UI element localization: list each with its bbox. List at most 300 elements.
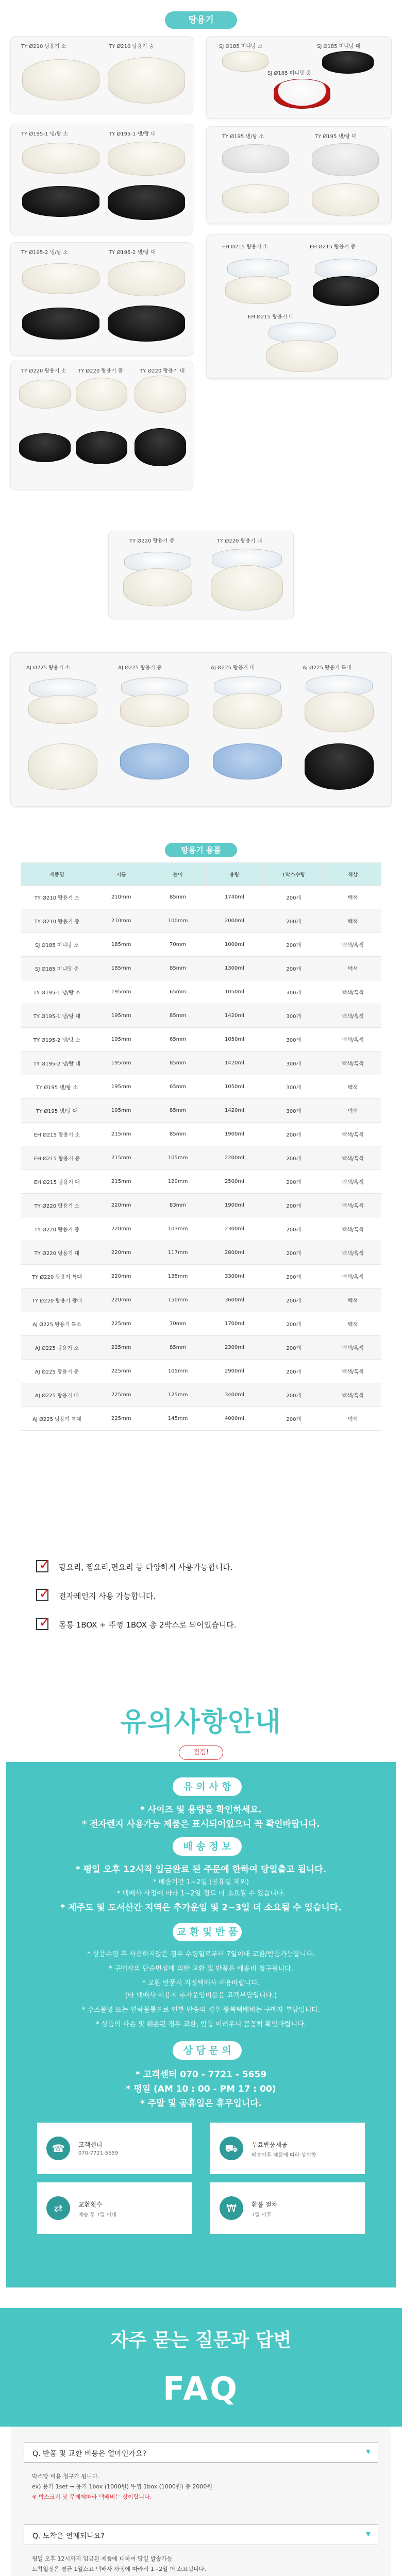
- table-cell: 65mm: [149, 1028, 206, 1052]
- table-cell: 105mm: [149, 1146, 206, 1170]
- table-cell: 85mm: [149, 886, 206, 909]
- product-caption: EH Ø215 탕용기 대: [248, 314, 294, 320]
- column-header: 높이: [149, 863, 206, 886]
- table-cell: AJ Ø225 탕용기 특대: [21, 1407, 93, 1431]
- table-cell: 300개: [263, 1052, 325, 1075]
- table-cell: 300개: [263, 1004, 325, 1028]
- table-cell: AJ Ø225 탕용기 중: [21, 1360, 93, 1383]
- product-image: [222, 184, 289, 213]
- product-image: [120, 694, 189, 727]
- product-image: [22, 308, 99, 340]
- table-row: [21, 1123, 381, 1146]
- notice-sub-badge: 점검!: [179, 1745, 223, 1760]
- product-caption: TY Ø195-2 냉/탕 소: [21, 250, 69, 256]
- table-cell: 3300ml: [206, 1265, 263, 1289]
- product-caption: AJ Ø225 탕용기 특대: [303, 665, 351, 671]
- table-cell: 85mm: [149, 1336, 206, 1360]
- product-image: [274, 79, 330, 109]
- cs-line: * 고객센터 070 - 7721 - 5659: [135, 2070, 267, 2080]
- product-image: [213, 693, 282, 729]
- table-row: [21, 1407, 381, 1431]
- table-cell: 85mm: [149, 1099, 206, 1123]
- exchange-icon: ⇄: [46, 2196, 70, 2220]
- product-caption: TY Ø210 탕용기 소: [21, 44, 66, 49]
- column-header: 1박스수량: [263, 863, 325, 886]
- table-cell: 1700ml: [206, 1312, 263, 1336]
- table-cell: 200개: [263, 1123, 325, 1146]
- delivery-line: * 제주도 및 도서산간 지역은 추가운임 및 2~3일 더 소요될 수 있습니다.: [60, 1903, 342, 1913]
- table-cell: 1420ml: [206, 1004, 263, 1028]
- product-caption: AJ Ø225 탕용기 소: [26, 665, 70, 671]
- answer-text: ※ 박스크기 및 무게에따라 택배비는 상이합니다.: [32, 2494, 152, 2500]
- product-caption: TY Ø195 냉/탕 대: [315, 134, 357, 140]
- product-gallery: [0, 36, 402, 840]
- table-row: [21, 1099, 381, 1123]
- table-cell: 1050ml: [206, 1028, 263, 1052]
- faq-heading: 자주 묻는 질문과 답변: [110, 2330, 292, 2351]
- table-cell: 117mm: [149, 1241, 206, 1265]
- delivery-line: * 택배사 사정에 따라 1~2일 정도 더 소요될 수 있습니다.: [116, 1890, 286, 1897]
- product-image: [225, 276, 291, 304]
- return-line: * 구매자의 단순변심에 의한 교환 및 반품은 배송비 청구됩니다.: [109, 1965, 293, 1973]
- table-cell: AJ Ø225 탕용기 대: [21, 1383, 93, 1407]
- info-title: 환불 절차: [252, 2201, 278, 2208]
- table-cell: TY Ø195 냉/탕 대: [21, 1099, 93, 1123]
- table-cell: 백색: [325, 1312, 381, 1336]
- table-cell: 백색/흑색: [325, 980, 381, 1004]
- feature-text: 몸통 1BOX + 뚜껑 1BOX 총 2박스로 되어있습니다.: [59, 1620, 237, 1630]
- table-cell: EH Ø215 탕용기 소: [21, 1123, 93, 1146]
- phone-icon: ☎: [46, 2137, 70, 2160]
- table-row: [21, 957, 381, 980]
- table-cell: 200개: [263, 1146, 325, 1170]
- product-card[interactable]: [10, 361, 193, 489]
- checkbox-icon: ✓: [36, 1618, 48, 1630]
- product-card[interactable]: [10, 124, 193, 234]
- usage-line: * 전자렌지 사용가능 제품은 표시되어있으니 꼭 확인바랍니다.: [82, 1819, 320, 1829]
- table-row: [21, 980, 381, 1004]
- table-cell: 3600ml: [206, 1289, 263, 1312]
- info-desc: 배송 후 7일 이내: [78, 2212, 116, 2218]
- product-image: [322, 51, 374, 74]
- delivery-line: * 평일 오후 12시직 입금완료 된 주문에 한하여 당일출고 됩니다.: [75, 1865, 327, 1875]
- table-cell: 1740ml: [206, 886, 263, 909]
- product-image: [305, 692, 374, 732]
- product-image: [28, 695, 97, 724]
- product-image: [22, 186, 99, 217]
- product-image: [19, 433, 71, 462]
- table-cell: TY Ø220 탕용기 왕대: [21, 1289, 93, 1312]
- table-cell: 200개: [263, 1407, 325, 1431]
- cs-line: * 평일 (AM 10 : 00 - PM 17 : 00): [126, 2084, 276, 2094]
- product-image: [211, 565, 283, 611]
- table-cell: 1900ml: [206, 1194, 263, 1217]
- column-header: 제품명: [21, 863, 93, 886]
- table-row: [21, 1289, 381, 1312]
- notice-panel: [6, 1762, 396, 2287]
- product-image: [108, 306, 185, 342]
- answer-text: 평일 오후 12시까지 입금된 제품에 대하여 당일 발송가능: [32, 2555, 173, 2562]
- table-cell: 200개: [263, 1360, 325, 1383]
- info-desc: 070-7721-5659: [78, 2150, 119, 2156]
- table-cell: 백색/흑색: [325, 1383, 381, 1407]
- table-cell: EH Ø215 탕용기 대: [21, 1170, 93, 1194]
- cs-pill: 상 담 문 의: [173, 2041, 242, 2060]
- product-image: [108, 185, 185, 220]
- table-cell: 145mm: [149, 1407, 206, 1431]
- table-cell: 2300ml: [206, 1336, 263, 1360]
- product-image: [266, 340, 338, 372]
- delivery-pill: 배 송 정 보: [173, 1837, 242, 1856]
- table-row: [21, 1265, 381, 1289]
- product-caption: TY Ø220 탕용기 중: [129, 538, 175, 544]
- list-item: [36, 1584, 366, 1613]
- checkbox-icon: ✓: [36, 1589, 48, 1601]
- table-cell: 200개: [263, 1289, 325, 1312]
- table-cell: 백색: [325, 957, 381, 980]
- refund-icon: ₩: [220, 2196, 243, 2220]
- faq-question[interactable]: [24, 2442, 378, 2463]
- table-cell: 백색/흑색: [325, 1004, 381, 1028]
- table-cell: 1420ml: [206, 1052, 263, 1075]
- table-cell: 1300ml: [206, 957, 263, 980]
- table-cell: 125mm: [149, 1383, 206, 1407]
- product-image: [76, 431, 127, 464]
- table-cell: 300개: [263, 1028, 325, 1052]
- table-cell: 185mm: [93, 933, 149, 957]
- table-row: [21, 1146, 381, 1170]
- product-image: [22, 143, 99, 174]
- table-row: [21, 1312, 381, 1336]
- table-cell: 200개: [263, 1383, 325, 1407]
- product-card[interactable]: [10, 242, 193, 355]
- table-cell: 3400ml: [206, 1383, 263, 1407]
- product-caption: TY Ø210 탕용기 중: [109, 44, 154, 49]
- faq-title: FAQ: [163, 2370, 239, 2408]
- table-cell: 200개: [263, 886, 325, 909]
- table-cell: 225mm: [93, 1336, 149, 1360]
- table-cell: 백색/흑색: [325, 1194, 381, 1217]
- table-cell: 1420ml: [206, 1099, 263, 1123]
- table-row: [21, 1170, 381, 1194]
- product-image: [22, 59, 99, 100]
- table-row: [21, 1028, 381, 1052]
- table-cell: 백색: [325, 1407, 381, 1431]
- chevron-down-icon: ▾: [365, 2446, 371, 2457]
- table-cell: 195mm: [93, 1099, 149, 1123]
- return-line: * 주소불명 또는 연락불통으로 인한 반송의 경우 왕복택배비는 구매자 부담입니다.: [81, 2006, 321, 2014]
- product-caption: EH Ø215 탕용기 소: [222, 244, 268, 250]
- info-desc: 7일 이후: [252, 2212, 272, 2218]
- table-cell: 70mm: [149, 1312, 206, 1336]
- info-title: 교환횟수: [78, 2201, 103, 2208]
- product-image: [222, 51, 269, 72]
- feature-text: 전자레인지 사용 가능합니다.: [59, 1591, 156, 1601]
- product-image: [19, 380, 71, 409]
- info-card: [210, 2123, 365, 2174]
- product-caption: TY Ø220 탕용기 중: [78, 368, 123, 374]
- table-cell: 195mm: [93, 1028, 149, 1052]
- table-cell: 200개: [263, 1312, 325, 1336]
- product-caption: TY Ø195 냉/탕 소: [222, 134, 264, 140]
- category-tab[interactable]: 탕용기: [165, 11, 237, 29]
- truck-icon: ⛟: [220, 2137, 243, 2160]
- product-image: [108, 142, 185, 176]
- table-row: [21, 1241, 381, 1265]
- column-header: 지름: [93, 863, 149, 886]
- product-caption: TY Ø220 탕용기 소: [21, 368, 66, 374]
- table-cell: 백색/흑색: [325, 1146, 381, 1170]
- table-cell: 백색/흑색: [325, 1360, 381, 1383]
- info-title: 무료반품제공: [252, 2141, 288, 2148]
- table-cell: 65mm: [149, 980, 206, 1004]
- checkbox-icon: ✓: [36, 1560, 48, 1572]
- table-cell: 1000ml: [206, 933, 263, 957]
- product-image: [76, 378, 127, 411]
- table-cell: 2900ml: [206, 1360, 263, 1383]
- table-cell: 103mm: [149, 1217, 206, 1241]
- table-body: [21, 886, 381, 1431]
- table-row: [21, 909, 381, 933]
- delivery-line: * 배송기간 1~2일 (공휴일 제외): [153, 1878, 249, 1886]
- question-text: Q. 도착은 언제되나요?: [32, 2532, 105, 2540]
- table-cell: 300개: [263, 980, 325, 1004]
- table-row: [21, 1004, 381, 1028]
- product-image: [108, 57, 185, 104]
- table-cell: 65mm: [149, 1075, 206, 1099]
- table-cell: 195mm: [93, 1052, 149, 1075]
- product-image: [135, 428, 186, 466]
- table-cell: TY Ø220 탕용기 대: [21, 1241, 93, 1265]
- table-cell: TY Ø220 탕용기 소: [21, 1194, 93, 1217]
- chevron-down-icon: ▾: [365, 2529, 371, 2539]
- feature-text: 탕요리, 찜요리,면요리 등 다양하게 사용가능합니다.: [59, 1563, 233, 1572]
- product-image: [305, 743, 374, 790]
- info-title: 고객센터: [78, 2141, 103, 2148]
- table-cell: 215mm: [93, 1123, 149, 1146]
- usage-pill: 유 의 사 항: [173, 1777, 242, 1796]
- table-cell: 4000ml: [206, 1407, 263, 1431]
- section-heading: 탕용기 용품: [165, 843, 237, 857]
- info-card: [37, 2182, 192, 2234]
- product-caption: SJ Ø185 미니탕 중: [267, 71, 311, 76]
- product-image: [28, 743, 97, 790]
- table-cell: 백색: [325, 1099, 381, 1123]
- usage-line: * 사이즈 및 용량을 확인하세요.: [140, 1805, 262, 1815]
- table-cell: 백색/흑색: [325, 1217, 381, 1241]
- list-item: [36, 1613, 366, 1641]
- product-image: [313, 276, 379, 306]
- table-cell: 200개: [263, 1170, 325, 1194]
- return-line: * 상품의 파손 및 훼손된 경우 교환, 반품 어려우니 꼼꼼히 확인바랍니다.: [96, 2021, 306, 2028]
- product-caption: AJ Ø225 탕용기 중: [118, 665, 162, 671]
- info-desc: 배송이후 제품에 따라 상이함: [252, 2153, 316, 2158]
- table-row: [21, 1052, 381, 1075]
- table-cell: SJ Ø185 미니탕 중: [21, 957, 93, 980]
- table-row: [21, 1075, 381, 1099]
- table-cell: 200개: [263, 1194, 325, 1217]
- table-cell: EH Ø215 탕용기 중: [21, 1146, 93, 1170]
- table-cell: 2000ml: [206, 909, 263, 933]
- product-image: [120, 743, 189, 779]
- table-cell: 백색/흑색: [325, 1028, 381, 1052]
- table-cell: 백색/흑색: [325, 1123, 381, 1146]
- table-cell: TY Ø195-2 냉/탕 소: [21, 1028, 93, 1052]
- return-line: * 교환 반품시 지정택배사 이용바랍니다.: [142, 1979, 260, 1987]
- table-cell: 1050ml: [206, 1075, 263, 1099]
- table-cell: 225mm: [93, 1383, 149, 1407]
- table-cell: 백색/흑색: [325, 1336, 381, 1360]
- table-cell: SJ Ø185 미니탕 소: [21, 933, 93, 957]
- table-cell: 200개: [263, 1265, 325, 1289]
- table-cell: 83mm: [149, 1194, 206, 1217]
- spec-table: [21, 862, 381, 1431]
- table-cell: 백색/흑색: [325, 933, 381, 957]
- answer-text: ex) 용기 1set → 용기 1box (1000원) 뚜껑 1box (1000원) 총 2000원: [32, 2483, 213, 2490]
- product-card[interactable]: [108, 531, 294, 618]
- table-cell: 85mm: [149, 1123, 206, 1146]
- product-card[interactable]: [206, 234, 392, 379]
- table-cell: 백색: [325, 1289, 381, 1312]
- table-cell: 85mm: [149, 1052, 206, 1075]
- table-row: [21, 1360, 381, 1383]
- table-cell: 220mm: [93, 1289, 149, 1312]
- table-cell: 백색/흑색: [325, 1052, 381, 1075]
- table-cell: 220mm: [93, 1217, 149, 1241]
- table-cell: 225mm: [93, 1407, 149, 1431]
- table-cell: TY Ø210 탕용기 소: [21, 886, 93, 909]
- return-pill: 교 환 및 반 품: [173, 1923, 242, 1941]
- table-cell: 210mm: [93, 909, 149, 933]
- table-cell: 220mm: [93, 1194, 149, 1217]
- table-header-row: [21, 863, 381, 886]
- table-cell: 200개: [263, 1217, 325, 1241]
- product-image: [22, 263, 99, 294]
- table-cell: 2800ml: [206, 1241, 263, 1265]
- table-row: [21, 1336, 381, 1360]
- product-image: [312, 143, 379, 176]
- faq-list: [11, 2427, 391, 2576]
- table-cell: 1050ml: [206, 980, 263, 1004]
- return-line: (타 택배사 이용시 추가운임비용은 고객부담입니다.): [125, 1992, 277, 1999]
- table-row: [21, 886, 381, 909]
- table-cell: 70mm: [149, 933, 206, 957]
- product-image: [213, 743, 282, 779]
- faq-question[interactable]: [24, 2524, 378, 2545]
- table-cell: 150mm: [149, 1289, 206, 1312]
- table-row: [21, 1383, 381, 1407]
- table-cell: TY Ø195-2 냉/탕 대: [21, 1052, 93, 1075]
- table-cell: 2200ml: [206, 1146, 263, 1170]
- notice-title: 유의사항안내: [120, 1707, 282, 1738]
- table-cell: 2300ml: [206, 1217, 263, 1241]
- table-cell: 백색: [325, 886, 381, 909]
- table-cell: 195mm: [93, 1004, 149, 1028]
- product-card[interactable]: [206, 36, 392, 118]
- list-item: [36, 1555, 366, 1584]
- answer-text: 박스당 비용 청구가 됩니다.: [32, 2473, 99, 2480]
- table-cell: 300개: [263, 1099, 325, 1123]
- table-cell: 백색/흑색: [325, 1241, 381, 1265]
- table-cell: 105mm: [149, 1360, 206, 1383]
- table-cell: 215mm: [93, 1170, 149, 1194]
- product-card[interactable]: [206, 126, 392, 224]
- product-caption: SJ Ø185 미니탕 대: [317, 44, 361, 49]
- product-caption: TY Ø195-1 냉/탕 소: [21, 131, 69, 137]
- table-cell: 백색/흑색: [325, 1265, 381, 1289]
- table-cell: AJ Ø225 탕용기 소: [21, 1336, 93, 1360]
- faq-banner: [0, 2308, 402, 2427]
- column-header: 용량: [206, 863, 263, 886]
- return-line: * 상품수령 후 사용하지않은 경우 수령일로부터 7일이내 교환/반품가능합니다.: [87, 1951, 315, 1958]
- table-cell: TY Ø195-1 냉/탕 소: [21, 980, 93, 1004]
- table-cell: 300개: [263, 1075, 325, 1099]
- product-caption: TY Ø220 탕용기 대: [217, 538, 262, 544]
- product-image: [222, 144, 289, 173]
- table-cell: 195mm: [93, 980, 149, 1004]
- table-cell: 100mm: [149, 909, 206, 933]
- table-cell: TY Ø220 탕용기 중: [21, 1217, 93, 1241]
- table-row: [21, 1217, 381, 1241]
- product-image: [312, 183, 379, 216]
- table-cell: 200개: [263, 1241, 325, 1265]
- table-cell: TY Ø220 탕용기 특대: [21, 1265, 93, 1289]
- question-text: Q. 반품 및 교환 비용은 얼마인가요?: [32, 2450, 146, 2458]
- table-cell: 225mm: [93, 1312, 149, 1336]
- table-row: [21, 933, 381, 957]
- table-cell: 2500ml: [206, 1170, 263, 1194]
- table-cell: 215mm: [93, 1146, 149, 1170]
- table-cell: 200개: [263, 957, 325, 980]
- table-cell: TY Ø195-1 냉/탕 대: [21, 1004, 93, 1028]
- table-cell: 220mm: [93, 1241, 149, 1265]
- product-caption: TY Ø195-2 냉/탕 대: [109, 250, 156, 256]
- info-card: [37, 2123, 192, 2174]
- table-cell: 210mm: [93, 886, 149, 909]
- answer-text: 도착일정은 평균 1일소요 택배사 사정에 따라서 1~2일 더 소요됩니다.: [32, 2566, 206, 2572]
- table-cell: 225mm: [93, 1360, 149, 1383]
- product-card[interactable]: [10, 652, 392, 807]
- table-cell: 220mm: [93, 1265, 149, 1289]
- product-caption: EH Ø215 탕용기 중: [310, 244, 356, 250]
- product-caption: TY Ø220 탕용기 대: [140, 368, 185, 374]
- product-image: [123, 568, 192, 606]
- table-row: [21, 1194, 381, 1217]
- product-image: [108, 261, 185, 296]
- table-cell: 200개: [263, 909, 325, 933]
- table-cell: 백색: [325, 909, 381, 933]
- table-cell: AJ Ø225 탕용기 특소: [21, 1312, 93, 1336]
- table-cell: 185mm: [93, 957, 149, 980]
- table-cell: 백색/흑색: [325, 1170, 381, 1194]
- table-cell: 195mm: [93, 1075, 149, 1099]
- table-cell: 85mm: [149, 957, 206, 980]
- info-card: [210, 2182, 365, 2234]
- product-image: [135, 376, 186, 413]
- table-cell: 백색: [325, 1075, 381, 1099]
- cs-line: * 주말 및 공휴일은 휴무입니다.: [140, 2098, 262, 2109]
- table-cell: 85mm: [149, 1004, 206, 1028]
- table-cell: TY Ø210 탕용기 중: [21, 909, 93, 933]
- table-cell: 135mm: [149, 1265, 206, 1289]
- table-cell: TY Ø195 냉/탕 소: [21, 1075, 93, 1099]
- product-card[interactable]: [10, 36, 193, 113]
- table-cell: 1900ml: [206, 1123, 263, 1146]
- product-caption: TY Ø195-1 냉/탕 대: [109, 131, 156, 137]
- product-caption: AJ Ø225 탕용기 대: [211, 665, 255, 671]
- table-cell: 200개: [263, 1336, 325, 1360]
- table-cell: 200개: [263, 933, 325, 957]
